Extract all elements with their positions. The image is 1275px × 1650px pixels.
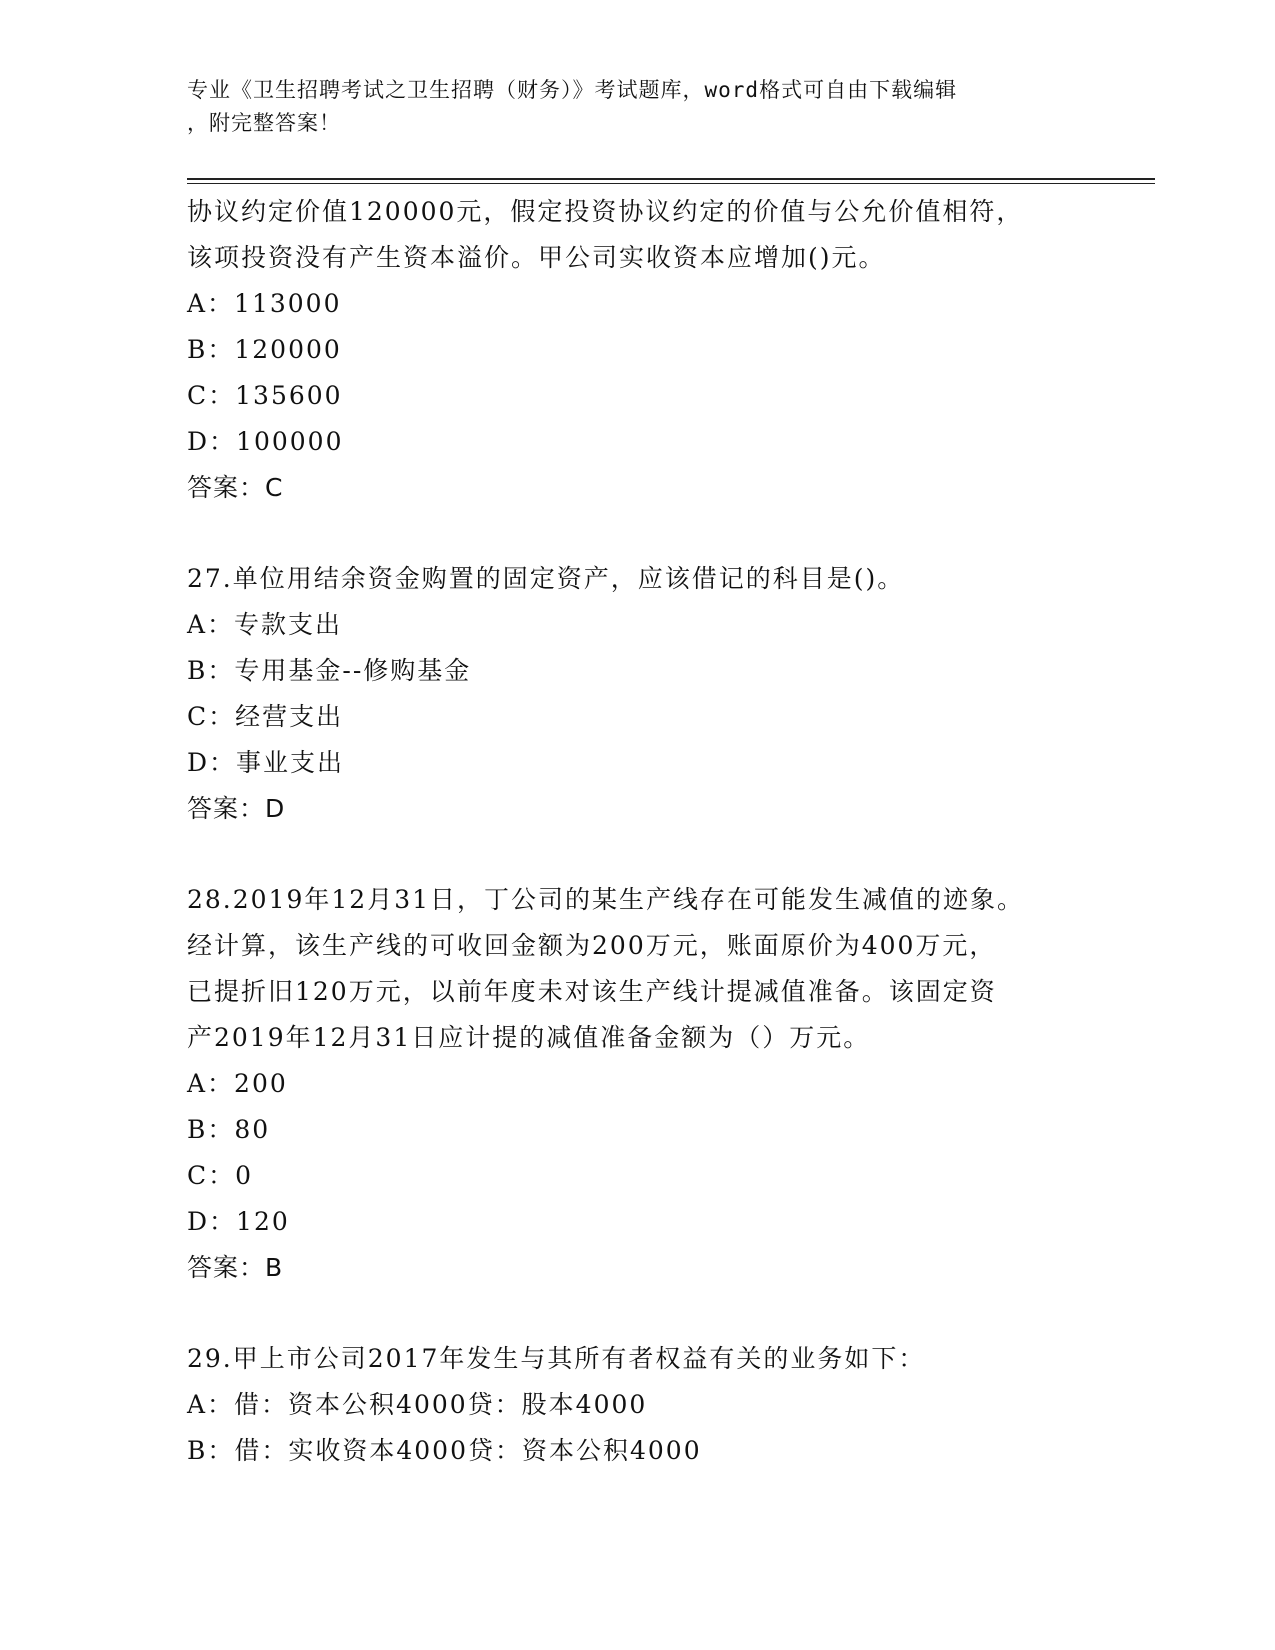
option-d: D：100000 <box>187 427 344 456</box>
option-d: D：事业支出 <box>187 748 345 777</box>
header-title-line-1: 专业《卫生招聘考试之卫生招聘（财务）》考试题库，word格式可自由下载编辑 <box>187 78 958 102</box>
answer-line: 答案：B <box>187 1253 284 1282</box>
option-a: A：借：资本公积4000贷：股本4000 <box>187 1390 648 1419</box>
option-b: B：专用基金--修购基金 <box>187 656 472 685</box>
header-divider-thin <box>187 183 1155 184</box>
question-28 <box>187 877 1087 1291</box>
option-a: A：113000 <box>187 289 342 318</box>
question-spacer <box>187 832 1087 877</box>
option-a: A：专款支出 <box>187 610 343 639</box>
question-stem-line: 协议约定价值120000元，假定投资协议约定的价值与公允价值相符， <box>187 197 1024 226</box>
question-stem-line: 该项投资没有产生资本溢价。甲公司实收资本应增加()元。 <box>187 243 886 272</box>
question-27 <box>187 556 1087 832</box>
question-spacer <box>187 511 1087 556</box>
header-title-line-2: ，附完整答案！ <box>187 111 341 135</box>
question-stem-line: 经计算，该生产线的可收回金额为200万元，账面原价为400万元， <box>187 931 997 960</box>
question-stem-line: 29.甲上市公司2017年发生与其所有者权益有关的业务如下： <box>187 1344 926 1373</box>
document-header <box>187 74 1067 140</box>
option-b: B：120000 <box>187 335 342 364</box>
option-c: C：0 <box>187 1161 254 1190</box>
question-29 <box>187 1336 1087 1474</box>
option-b: B：80 <box>187 1115 271 1144</box>
header-divider-thick <box>187 178 1155 180</box>
question-stem-line: 27.单位用结余资金购置的固定资产，应该借记的科目是()。 <box>187 564 905 593</box>
option-c: C：135600 <box>187 381 343 410</box>
question-26 <box>187 189 1087 511</box>
answer-line: 答案：D <box>187 794 286 823</box>
question-list <box>187 189 1087 1474</box>
question-spacer <box>187 1291 1087 1336</box>
option-b: B：借：实收资本4000贷：资本公积4000 <box>187 1436 702 1465</box>
question-stem-line: 已提折旧120万元，以前年度未对该生产线计提减值准备。该固定资 <box>187 977 997 1006</box>
option-a: A：200 <box>187 1069 288 1098</box>
question-stem-line: 产2019年12月31日应计提的减值准备金额为（）万元。 <box>187 1023 871 1052</box>
question-stem-line: 28.2019年12月31日，丁公司的某生产线存在可能发生减值的迹象。 <box>187 885 1025 914</box>
option-c: C：经营支出 <box>187 702 344 731</box>
option-d: D：120 <box>187 1207 290 1236</box>
answer-line: 答案：C <box>187 473 284 502</box>
